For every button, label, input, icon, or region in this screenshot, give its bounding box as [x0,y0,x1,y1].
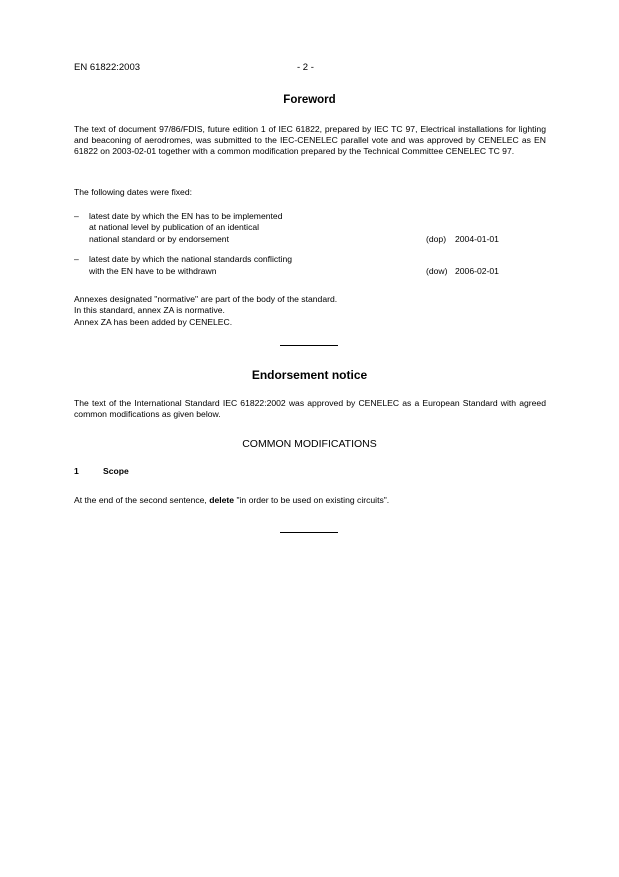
modification-keyword: delete [209,495,235,505]
dates-intro: The following dates were fixed: [74,187,192,197]
section-divider [280,532,338,533]
annex-note-line: Annex ZA has been added by CENELEC. [74,317,233,327]
endorsement-title: Endorsement notice [251,368,368,382]
section-title: Scope [103,466,129,476]
date-code-dow: (dow) [426,266,448,276]
page-number: - 2 - [297,62,314,73]
date-value-dop: 2004-01-01 [455,234,499,244]
common-modifications-title: COMMON MODIFICATIONS [242,438,377,450]
date-item-line: national standard or by endorsement [89,234,229,244]
modification-text-before: At the end of the second sentence, [74,495,210,505]
date-value-dow: 2006-02-01 [455,266,499,276]
list-dash: – [74,211,79,221]
document-id: EN 61822:2003 [74,62,141,73]
date-code-dop: (dop) [426,234,447,244]
section-number: 1 [74,466,79,476]
date-item-line: latest date by which the national standards conflicting [89,254,293,264]
endorsement-paragraph: The text of the International Standard IEC 61822:2002 was approved by CENELEC as a European Standard with agreed common modifications as given below. [74,398,546,419]
list-dash: – [74,254,79,264]
foreword-title: Foreword [283,94,336,106]
annex-note-line: Annexes designated "normative" are part of the body of the standard. [74,294,338,304]
modification-text [74,495,389,506]
date-item-line: with the EN have to be withdrawn [89,266,217,276]
foreword-intro-paragraph: The text of document 97/86/FDIS, future edition 1 of IEC 61822, prepared by IEC TC 97, Electrical installations for lighting and beaconing of aerodromes, was submitted to the IEC-CENELEC parallel vote and was approved by CENELEC as EN 61822 on 2003-02-01 together with a common modification prepared by the Technical Committee CENELEC TC 97. [74,124,546,156]
date-item-line: at national level by publication of an identical [89,222,260,232]
modification-text-after: "in order to be used on existing circuits". [234,495,390,505]
section-divider [280,345,338,346]
annex-note-line: In this standard, annex ZA is normative. [74,305,225,315]
date-item-line: latest date by which the EN has to be implemented [89,211,283,221]
